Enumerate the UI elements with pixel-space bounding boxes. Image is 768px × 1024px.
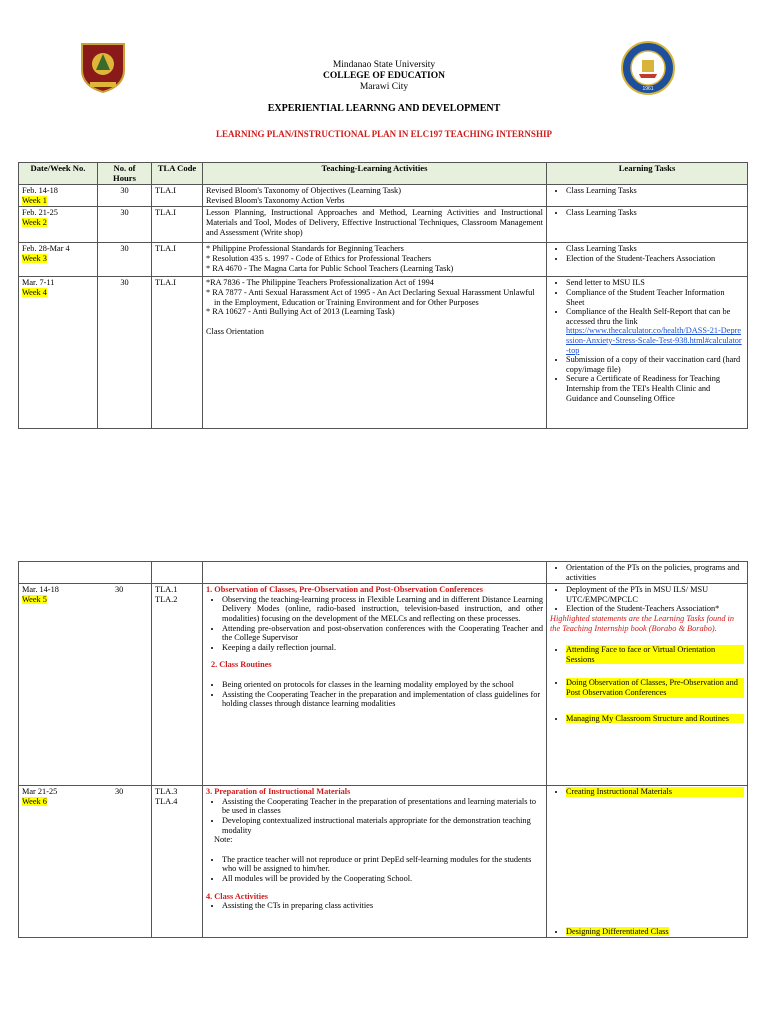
list-item: • Assisting the CTs in preparing class activities xyxy=(222,901,543,911)
hours-cell: 30 xyxy=(98,185,152,207)
activities-cell xyxy=(203,584,547,786)
table-row xyxy=(19,185,748,207)
list-item: • Deployment of the PTs in MSU ILS/ MSU UTC/EMPC/MPCLC xyxy=(566,585,744,604)
tasks-cell xyxy=(547,277,748,429)
list-item: • Observing the teaching-learning process in Flexible Learning and in different Distance Learning Delivery Modes (online, radio-based instruction, television-based instruction, and other modalities) focusing on the development of the MELCs and reflecting on these processes. xyxy=(222,595,543,624)
highlighted-task: • Doing Observation of Classes, Pre-Observation and Post Observation Conferences xyxy=(566,678,744,697)
hours-cell: 30 xyxy=(98,243,152,277)
highlight-note: Highlighted statements are the Learning Tasks found in the Teaching Internship book (Borabo & Borabo). xyxy=(550,613,734,633)
col-date: Date/Week No. xyxy=(19,163,98,185)
date-cell: Mar. 7-11 Week 4 xyxy=(19,277,98,429)
seal-year: 1961 xyxy=(642,86,654,92)
week-label: Week 5 xyxy=(22,594,47,604)
week-label: Week 2 xyxy=(22,217,47,227)
list-item: • Orientation of the PTs on the policies, programs and activities xyxy=(566,563,744,582)
list-item: • Assisting the Cooperating Teacher in the preparation of presentations and learning materials to be used in classes xyxy=(222,797,543,816)
list-item: • Secure a Certificate of Readiness for Teaching Internship from the TEI's Health Clinic and Guidance and Counseling Office xyxy=(566,374,744,403)
tla-cell: TLA.3 TLA.4 xyxy=(152,786,203,938)
date-cell: Feb. 28-Mar 4 Week 3 xyxy=(19,243,98,277)
list-item: • Being oriented on protocols for classes in the learning modality employed by the school xyxy=(222,680,543,690)
highlighted-task: • Attending Face to face or Virtual Orientation Sessions xyxy=(566,645,744,664)
list-item: • All modules will be provided by the Cooperating School. xyxy=(222,874,543,884)
col-hours: No. of Hours xyxy=(98,163,152,185)
list-item: • Send letter to MSU ILS xyxy=(566,278,744,288)
table-row xyxy=(19,243,748,277)
week-label: Week 4 xyxy=(22,287,47,297)
section-heading: 4. Class Activities xyxy=(206,891,268,901)
tasks-cell xyxy=(547,207,748,243)
tasks-cell xyxy=(547,562,748,584)
list-item: • Developing contextualized instructional materials appropriate for the demonstration teaching modality xyxy=(222,816,543,835)
hours-cell: 30 xyxy=(98,207,152,243)
hours-cell: 30 xyxy=(98,277,152,429)
list-item: • Compliance of the Health Self-Report that can be accessed thru the link https://www.thecalculator.co/health/DASS-21-Depression-Anxiety-Stress-Scale-Test-938.html#calculator-top xyxy=(566,307,744,355)
activities-cell xyxy=(203,786,547,938)
department-title: EXPERIENTIAL LEARNNG AND DEVELOPMENT xyxy=(267,103,501,114)
note-label: Note: xyxy=(214,835,233,845)
section-heading: 2. Class Routines xyxy=(211,660,272,670)
date-cell: Mar 21-25 Week 6 30 xyxy=(19,786,152,938)
week-label: Week 3 xyxy=(22,253,47,263)
highlighted-task: • Managing My Classroom Structure and Routines xyxy=(566,714,744,724)
city-name: Marawi City xyxy=(359,82,409,92)
table-row xyxy=(19,277,748,429)
week-label: Week 6 xyxy=(22,796,47,806)
activities-cell: * Philippine Professional Standards for Beginning Teachers * Resolution 435 s. 1997 - Code of Ethics for Professional Teachers * RA 4670 - The Magna Carta for Public School Teachers (Learning Task) xyxy=(203,243,547,277)
tasks-cell xyxy=(547,786,748,938)
list-item: • Election of the Student-Teachers Association* xyxy=(566,604,744,614)
date-cell xyxy=(19,562,152,584)
list-item: • Keeping a daily reflection journal. xyxy=(222,643,543,653)
activities-cell: Lesson Planning, Instructional Approaches and Method, Learning Activities and Instructional Materials and Tool, Modes of Delivery, Effective Instructional Techniques, Classroom Management and Assessment (Write shop) xyxy=(203,207,547,243)
hours-value: 30 xyxy=(115,787,124,797)
highlighted-task: • Designing Differentiated Class xyxy=(566,927,669,937)
plan-title: LEARNING PLAN/INSTRUCTIONAL PLAN IN ELC197 TEACHING INTERNSHIP xyxy=(216,129,552,139)
tla-cell: TLA.I xyxy=(152,207,203,243)
tasks-cell xyxy=(547,185,748,207)
plan-table-1 xyxy=(18,162,748,429)
tla-cell: TLA.I xyxy=(152,185,203,207)
col-tla: TLA Code xyxy=(152,163,203,185)
health-report-link[interactable]: https://www.thecalculator.co/health/DASS-21-Depression-Anxiety-Stress-Scale-Test-938.html#calculator-top xyxy=(566,326,742,355)
list-item: • Submission of a copy of their vaccination card (hard copy/image file) xyxy=(566,355,744,374)
section-heading: 3. Preparation of Instructional Materials xyxy=(206,787,351,797)
table-row xyxy=(19,786,748,938)
section-heading: 1. Observation of Classes, Pre-Observation and Post-Observation Conferences xyxy=(206,585,483,595)
date-cell: Feb. 21-25 Week 2 xyxy=(19,207,98,243)
list-item: • The practice teacher will not reproduce or print DepEd self-learning modules for the students who will be assigned to him/her. xyxy=(222,855,543,874)
week-label: Week 1 xyxy=(22,195,47,205)
list-item: • Class Learning Tasks xyxy=(566,186,744,196)
tla-cell xyxy=(152,562,203,584)
date-cell: Mar. 14-18 Week 5 30 xyxy=(19,584,152,786)
list-item: • Class Learning Tasks xyxy=(566,244,744,254)
col-activities: Teaching-Learning Activities xyxy=(203,163,547,185)
list-item: • Compliance of the Student Teacher Information Sheet xyxy=(566,288,744,307)
list-item: • Attending pre-observation and post-observation conferences with the Cooperating Teacher and the College Supervisor xyxy=(222,624,543,643)
date-cell: Feb. 14-18 Week 1 xyxy=(19,185,98,207)
plan-table-2 xyxy=(18,561,748,938)
list-item: • Class Learning Tasks xyxy=(566,208,744,218)
activities-cell xyxy=(203,562,547,584)
highlighted-task: • Creating Instructional Materials xyxy=(566,787,744,797)
table-row xyxy=(19,562,748,584)
list-item: • Election of the Student-Teachers Association xyxy=(566,254,744,264)
activities-cell: *RA 7836 - The Philippine Teachers Professionalization Act of 1994 * RA 7877 - Anti Sexual Harassment Act of 1995 - An Act Declaring Sexual Harassment Unlawful in the Employment, Education or Training Environment and for Other Purposes * RA 10627 - Anti Bullying Act of 2013 (Learning Task) Class Orientation xyxy=(203,277,547,429)
list-item: • Assisting the Cooperating Teacher in the preparation and implementation of class guidelines for holding classes through distance learning modalities xyxy=(222,690,543,709)
hours-value: 30 xyxy=(115,585,124,595)
college-name: COLLEGE OF EDUCATION xyxy=(323,71,445,81)
col-tasks: Learning Tasks xyxy=(547,163,748,185)
tasks-cell xyxy=(547,243,748,277)
tasks-cell xyxy=(547,584,748,786)
tla-cell: TLA.1 TLA.2 xyxy=(152,584,203,786)
university-name: Mindanao State University xyxy=(332,60,436,70)
tla-cell: TLA.I xyxy=(152,277,203,429)
tla-cell: TLA.I xyxy=(152,243,203,277)
table-row xyxy=(19,207,748,243)
table-row xyxy=(19,584,748,786)
activities-cell: Revised Bloom's Taxonomy of Objectives (Learning Task) Revised Bloom's Taxonomy Action Verbs xyxy=(203,185,547,207)
table-header-row xyxy=(19,163,748,185)
